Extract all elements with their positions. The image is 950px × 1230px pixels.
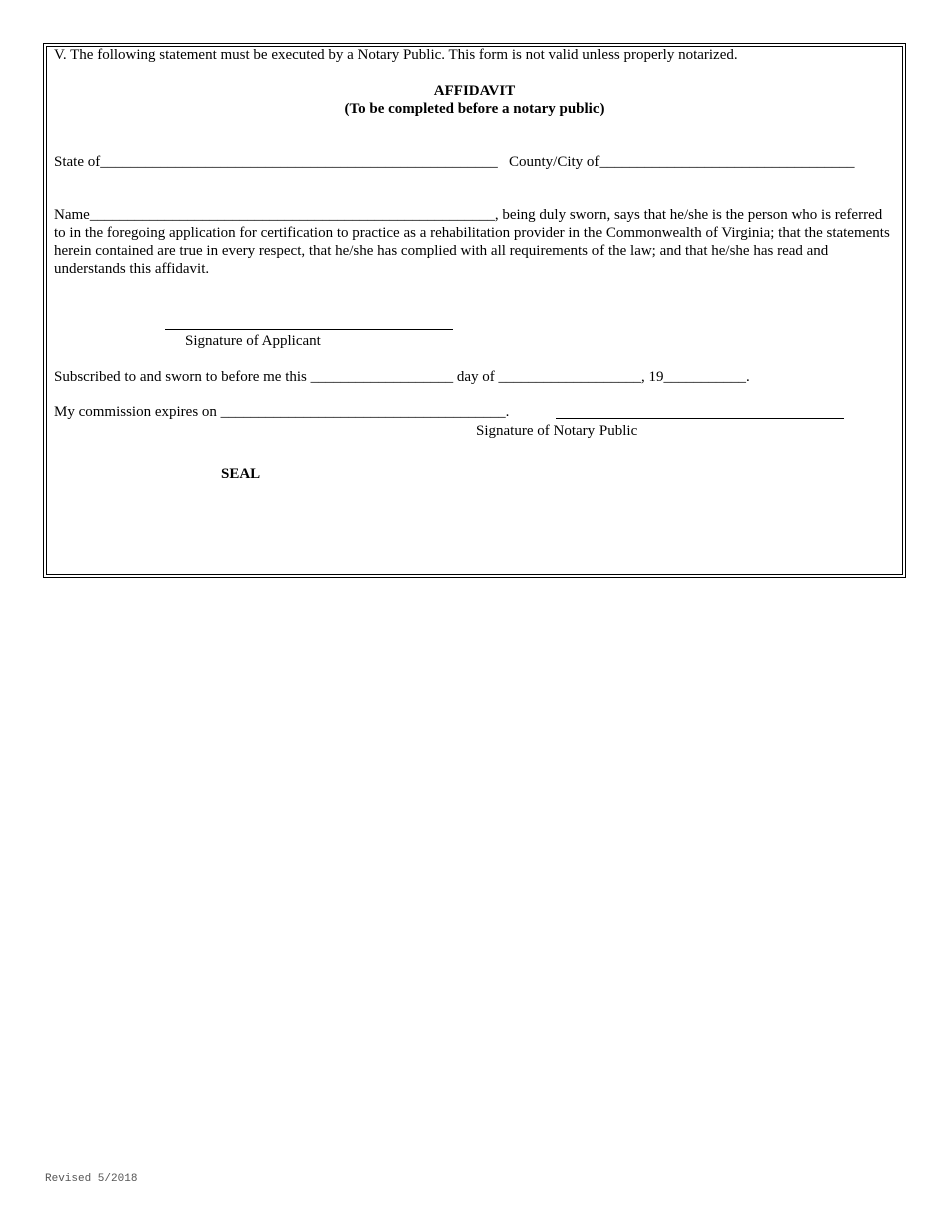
seal-label: SEAL bbox=[221, 466, 261, 482]
subscribed-line[interactable]: Subscribed to and sworn to before me this ___________________ day of ___________________, 19___________. bbox=[54, 369, 750, 385]
name-label: Name bbox=[54, 207, 90, 223]
oath-text: , being duly sworn, says that he/she is the person who is referred to in the foregoing application for certification to practice as a rehabilitation provider in the Commonwealth of Virginia; that the statements herein contained are true in every respect, that he/she has complied with all requirements of the law; and that he/she has read and understands this affidavit. bbox=[54, 207, 890, 277]
county-field[interactable] bbox=[509, 153, 854, 171]
affidavit-form-frame bbox=[43, 43, 906, 578]
notary-signature-label: Signature of Notary Public bbox=[476, 423, 638, 439]
affidavit-form-inner-border bbox=[46, 46, 903, 575]
affidavit-subtitle: (To be completed before a notary public) bbox=[344, 101, 605, 117]
county-label: County/City of bbox=[509, 154, 600, 170]
state-blank[interactable]: _____________________________________________________ bbox=[100, 154, 498, 170]
notary-signature-line[interactable] bbox=[556, 418, 844, 419]
applicant-signature-label: Signature of Applicant bbox=[185, 333, 321, 349]
oath-paragraph bbox=[54, 206, 896, 278]
state-label: State of bbox=[54, 154, 101, 170]
name-blank[interactable]: ______________________________________________________ bbox=[89, 207, 495, 223]
revision-footer: Revised 5/2018 bbox=[45, 1173, 138, 1185]
affidavit-title: AFFIDAVIT bbox=[433, 83, 516, 99]
state-field[interactable] bbox=[54, 153, 498, 171]
section-intro: V. The following statement must be executed by a Notary Public. This form is not valid unless properly notarized. bbox=[54, 47, 738, 63]
county-blank[interactable]: __________________________________ bbox=[599, 154, 855, 170]
applicant-signature-line[interactable] bbox=[165, 329, 453, 330]
commission-line[interactable]: My commission expires on ______________________________________. bbox=[54, 404, 510, 420]
